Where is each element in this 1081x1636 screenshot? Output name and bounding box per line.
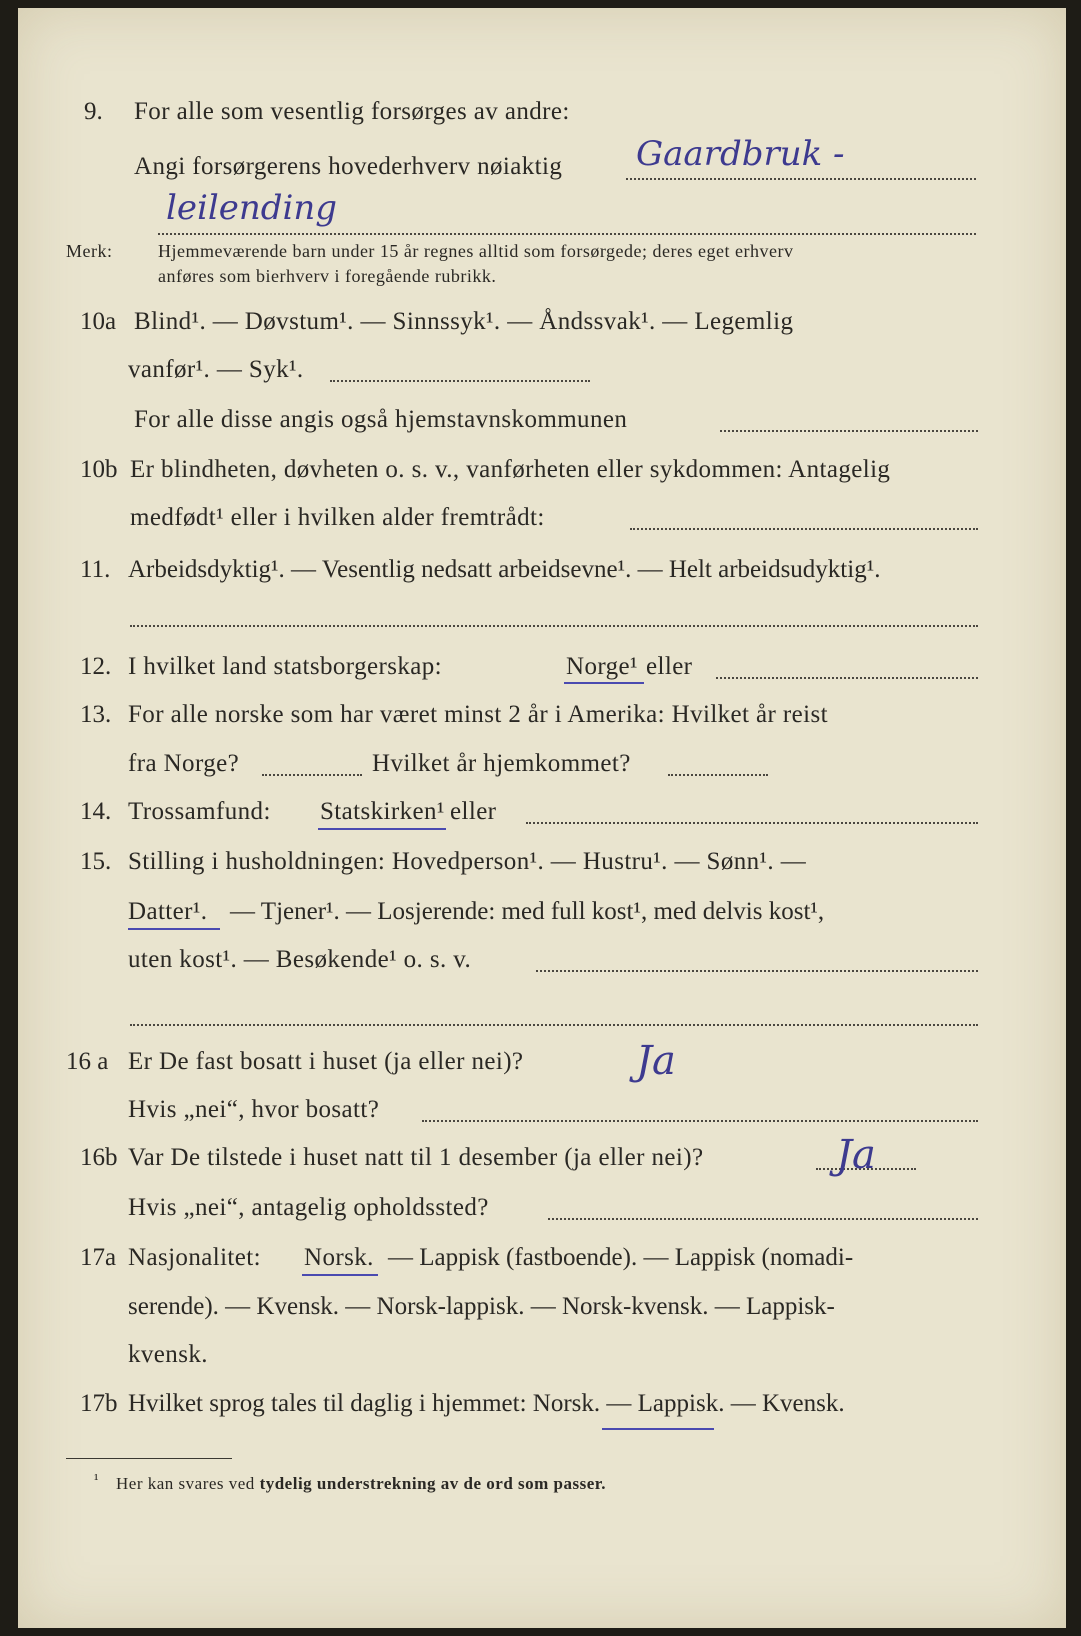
q17a-line1: — Lappisk (fastboende). — Lappisk (nomadi-	[388, 1244, 854, 1271]
q10a-line1: Blind¹. — Døvstum¹. — Sinnssyk¹. — Åndssvak¹. — Legemlig	[134, 308, 794, 335]
q17a-line2: serende). — Kvensk. — Norsk-lappisk. — Norsk-kvensk. — Lappisk-	[128, 1293, 835, 1320]
q14-underline	[318, 828, 446, 830]
footnote-rule	[66, 1458, 232, 1459]
q14-post: eller	[450, 798, 497, 825]
q9-line2: Angi forsørgerens hovederhverv nøiaktig	[134, 153, 563, 180]
q17a-number: 17a	[80, 1244, 117, 1271]
q16b-line2: Hvis „nei“, antagelig opholdssted?	[128, 1194, 489, 1221]
footnote-pre: Her kan svares ved	[116, 1474, 255, 1493]
q17b-number: 17b	[80, 1390, 118, 1417]
q13-line2a: fra Norge?	[128, 750, 240, 777]
footnote-text	[116, 1474, 606, 1494]
q10b-line2: medfødt¹ eller i hvilken alder fremtrådt:	[130, 504, 545, 531]
q9-line1: For alle som vesentlig forsørges av andre:	[134, 98, 570, 125]
q17a-underline	[302, 1274, 378, 1276]
q14-answer-line	[526, 822, 978, 824]
q10a-line3: For alle disse angis også hjemstavnskommunen	[134, 406, 628, 433]
q17b-underline	[602, 1428, 714, 1430]
q16b-answer-line2	[548, 1218, 978, 1220]
merk-line2: anføres som bierhverv i foregående rubrikk.	[158, 266, 497, 286]
q17a-pre: Nasjonalitet:	[128, 1244, 261, 1271]
q11-answer-line	[130, 625, 978, 627]
q10a-number: 10a	[80, 308, 117, 335]
q15-answer-line	[536, 970, 978, 972]
q12-pre: I hvilket land statsborgerskap:	[128, 653, 442, 680]
q15-line3: uten kost¹. — Besøkende¹ o. s. v.	[128, 946, 472, 973]
q16b-handwritten-answer: Ja	[836, 1132, 876, 1178]
q10b-answer-line	[630, 528, 978, 530]
q16a-number: 16 a	[66, 1048, 109, 1075]
merk-line1: Hjemmeværende barn under 15 år regnes alltid som forsørgede; deres eget erhverv	[158, 241, 794, 261]
q15-number: 15.	[80, 848, 112, 875]
q16a-line1: Er De fast bosatt i huset (ja eller nei)?	[128, 1048, 524, 1075]
q10a-line2: vanfør¹. — Syk¹.	[128, 356, 304, 383]
q13-reist-line	[262, 774, 362, 776]
q16b-number: 16b	[80, 1144, 118, 1171]
q12-choice-norge: Norge¹	[566, 653, 638, 680]
q12-number: 12.	[80, 653, 112, 680]
q14-number: 14.	[80, 798, 112, 825]
q10a-kommune-line	[720, 430, 978, 432]
q10b-number: 10b	[80, 456, 118, 483]
q13-number: 13.	[80, 701, 112, 728]
merk-label: Merk:	[66, 241, 113, 261]
q15-answer-line2	[130, 1024, 978, 1026]
q9-number: 9.	[84, 98, 103, 125]
q15-underline	[128, 928, 220, 930]
q14-pre: Trossamfund:	[128, 798, 271, 825]
q16a-handwritten-answer: Ja	[636, 1038, 676, 1084]
q15-line2: — Tjener¹. — Losjerende: med full kost¹, med delvis kost¹,	[230, 898, 825, 925]
q9-handwritten-answer2: leilending	[166, 188, 338, 228]
footnote-mark: ¹	[94, 1472, 99, 1488]
census-form-page	[18, 8, 1066, 1628]
q14-choice-statskirken: Statskirken¹	[320, 798, 445, 825]
q15-line1: Stilling i husholdningen: Hovedperson¹. — Hustru¹. — Sønn¹. —	[128, 848, 807, 875]
q12-answer-line	[716, 677, 978, 679]
q16a-answer-line	[422, 1120, 978, 1122]
q17a-choice-norsk: Norsk.	[304, 1244, 374, 1271]
q13-line1: For alle norske som har været minst 2 år i Amerika: Hvilket år reist	[128, 701, 828, 728]
q11-number: 11.	[80, 556, 111, 583]
q13-hjemkommet-line	[668, 774, 768, 776]
q9-handwritten-answer1: Gaardbruk -	[636, 134, 845, 174]
q12-post: eller	[646, 653, 693, 680]
q12-underline	[564, 682, 644, 684]
q16b-line1: Var De tilstede i huset natt til 1 desember (ja eller nei)?	[128, 1144, 704, 1171]
q16a-line2: Hvis „nei“, hvor bosatt?	[128, 1096, 380, 1123]
q11-line1: Arbeidsdyktig¹. — Vesentlig nedsatt arbeidsevne¹. — Helt arbeidsudyktig¹.	[128, 556, 881, 583]
q10a-syk-line	[330, 380, 590, 382]
q17b-line1: Hvilket sprog tales til daglig i hjemmet: Norsk. — Lappisk. — Kvensk.	[128, 1390, 845, 1417]
q15-choice-datter: Datter¹.	[128, 898, 208, 925]
q10b-line1: Er blindheten, døvheten o. s. v., vanførheten eller sykdommen: Antagelig	[130, 456, 891, 483]
q9-answer-line2	[158, 233, 976, 235]
footnote-bold: tydelig understrekning av de ord som passer.	[259, 1474, 607, 1493]
q17a-line3: kvensk.	[128, 1341, 208, 1368]
q9-answer-line	[626, 178, 976, 180]
q13-line2b: Hvilket år hjemkommet?	[372, 750, 631, 777]
